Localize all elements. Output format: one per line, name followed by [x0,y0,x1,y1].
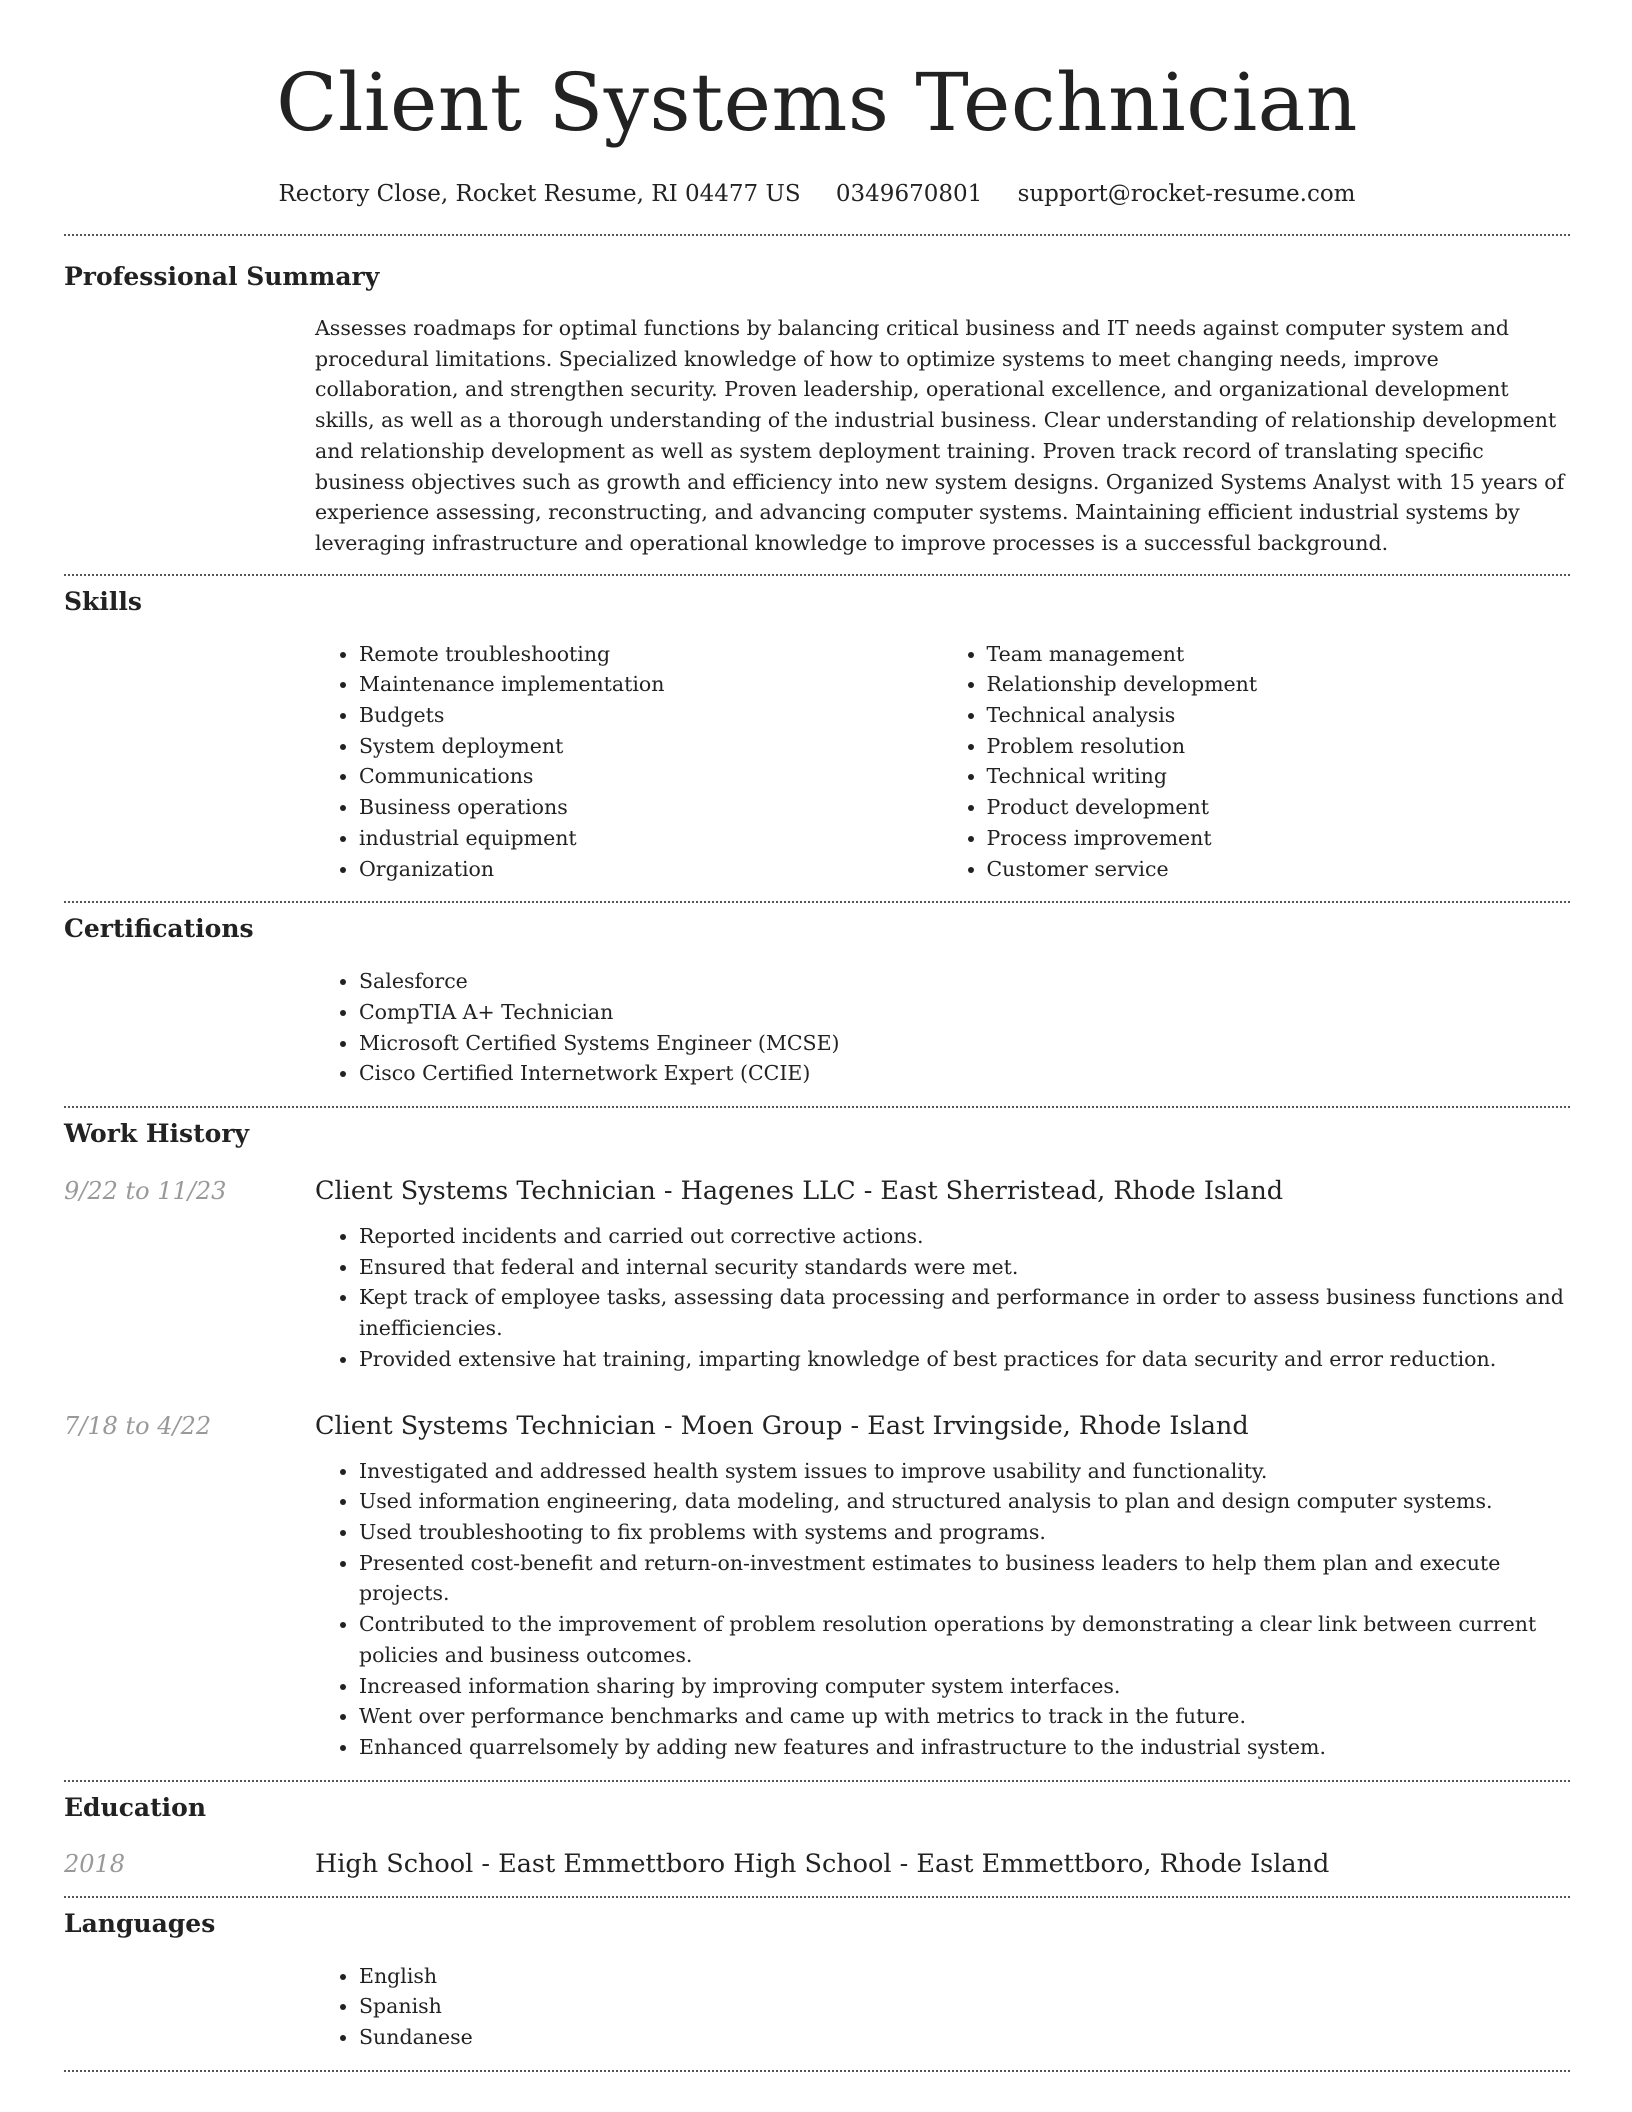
contact-phone: 0349670801 [835,181,983,207]
skill-item: • Budgets [359,700,943,731]
certification-item: • Microsoft Certified Systems Engineer (MCSE) [359,1028,1570,1059]
language-item: • Spanish [359,1991,1570,2022]
contact-line [64,178,1570,210]
section-title-summary: Professional Summary [64,262,380,291]
job-bullet: • Investigated and addressed health system issues to improve usability and functionality. [359,1456,1570,1487]
job-dates: 9/22 to 11/23 [64,1177,227,1206]
skills-grid [315,639,1570,885]
job-bullet-list [315,1221,1570,1375]
skill-item: • Technical writing [987,761,1571,792]
skill-item: • industrial equipment [359,823,943,854]
resume-page [64,0,1570,2072]
skill-item: • Team management [987,639,1571,670]
languages-section [64,1898,1570,2053]
skill-item: • Problem resolution [987,731,1571,762]
certifications-body [315,966,1570,1089]
job-bullet: • Used information engineering, data modeling, and structured analysis to plan and design computer systems. [359,1486,1570,1517]
contact-email: support@rocket-resume.com [1017,181,1356,207]
certifications-section [64,903,1570,1089]
summary-section [64,236,1570,559]
certification-item: • Salesforce [359,966,1570,997]
skill-item: • Communications [359,761,943,792]
job-bullet: • Went over performance benchmarks and came up with metrics to track in the future. [359,1701,1570,1732]
education-entry [64,1847,1570,1881]
job-bullet: • Enhanced quarrelsomely by adding new features and infrastructure to the industrial system. [359,1732,1570,1763]
section-title-work: Work History [64,1119,250,1149]
skill-item: • Process improvement [987,823,1571,854]
job-entry [64,1409,1570,1763]
language-item: • Sundanese [359,2022,1570,2053]
languages-body [315,1961,1570,2053]
job-heading: Client Systems Technician - Moen Group - East Irvingside, Rhode Island [315,1410,1249,1441]
summary-text: Assesses roadmaps for optimal functions by balancing critical business and IT needs against computer system and procedural limitations. Specialized knowledge of how to optimize systems to meet changing needs, improve collaboration, and strengthen security. Proven leadership, operational excellence, and organizational development skills, as well as a thorough understanding of the industrial business. Clear understanding of relationship development and relationship development as well as system deployment training. Proven track record of translating specific business objectives such as growth and efficiency into new system designs. Organized Systems Analyst with 15 years of experience assessing, reconstructing, and advancing computer systems. Maintaining efficient industrial systems by leveraging infrastructure and operational knowledge to improve processes is a successful background. [315,316,1565,555]
job-bullet: • Increased information sharing by improving computer system interfaces. [359,1671,1570,1702]
skill-item: • Organization [359,854,943,885]
job-bullet: • Used troubleshooting to fix problems with systems and programs. [359,1517,1570,1548]
skill-item: • Technical analysis [987,700,1571,731]
education-section [64,1782,1570,1881]
certification-item: • Cisco Certified Internetwork Expert (CCIE) [359,1058,1570,1089]
section-title-skills: Skills [64,586,142,616]
section-title-certifications: Certifications [64,914,254,944]
work-section [64,1108,1570,1763]
job-bullet: • Contributed to the improvement of problem resolution operations by demonstrating a clear link between current policies and business outcomes. [359,1609,1570,1670]
skill-item: • Maintenance implementation [359,669,943,700]
divider [64,2070,1570,2072]
job-bullet: • Provided extensive hat training, imparting knowledge of best practices for data security and error reduction. [359,1344,1570,1375]
skills-list-left [315,639,943,885]
certification-item: • CompTIA A+ Technician [359,997,1570,1028]
skill-item: • Customer service [987,854,1571,885]
skills-list-right [943,639,1571,885]
skills-section [64,576,1570,885]
resume-name: Client Systems Technician [276,56,1358,149]
education-year: 2018 [64,1849,126,1878]
skill-item: • System deployment [359,731,943,762]
skills-body [315,639,1570,885]
job-bullet: • Reported incidents and carried out corrective actions. [359,1221,1570,1252]
section-title-education: Education [64,1792,207,1822]
languages-list [315,1961,1570,2053]
job-bullet-list [315,1456,1570,1763]
job-dates: 7/18 to 4/22 [64,1411,212,1440]
skill-item: • Product development [987,792,1571,823]
language-item: • English [359,1961,1570,1992]
skill-item: • Relationship development [987,669,1571,700]
education-heading: High School - East Emmettboro High School - East Emmettboro, Rhode Island [315,1848,1330,1879]
job-bullets [315,1221,1570,1375]
contact-address: Rectory Close, Rocket Resume, RI 04477 US [278,181,801,207]
job-entry [64,1174,1570,1375]
certifications-list [315,966,1570,1089]
job-bullet: • Ensured that federal and internal security standards were met. [359,1252,1570,1283]
job-bullets [315,1456,1570,1763]
job-bullet: • Presented cost-benefit and return-on-investment estimates to business leaders to help them plan and execute projects. [359,1548,1570,1609]
job-heading: Client Systems Technician - Hagenes LLC - East Sherristead, Rhode Island [315,1176,1284,1207]
summary-body [315,313,1570,559]
skill-item: • Business operations [359,792,943,823]
skill-item: • Remote troubleshooting [359,639,943,670]
job-bullet: • Kept track of employee tasks, assessing data processing and performance in order to assess business functions and inefficiencies. [359,1282,1570,1343]
section-title-languages: Languages [64,1908,216,1938]
